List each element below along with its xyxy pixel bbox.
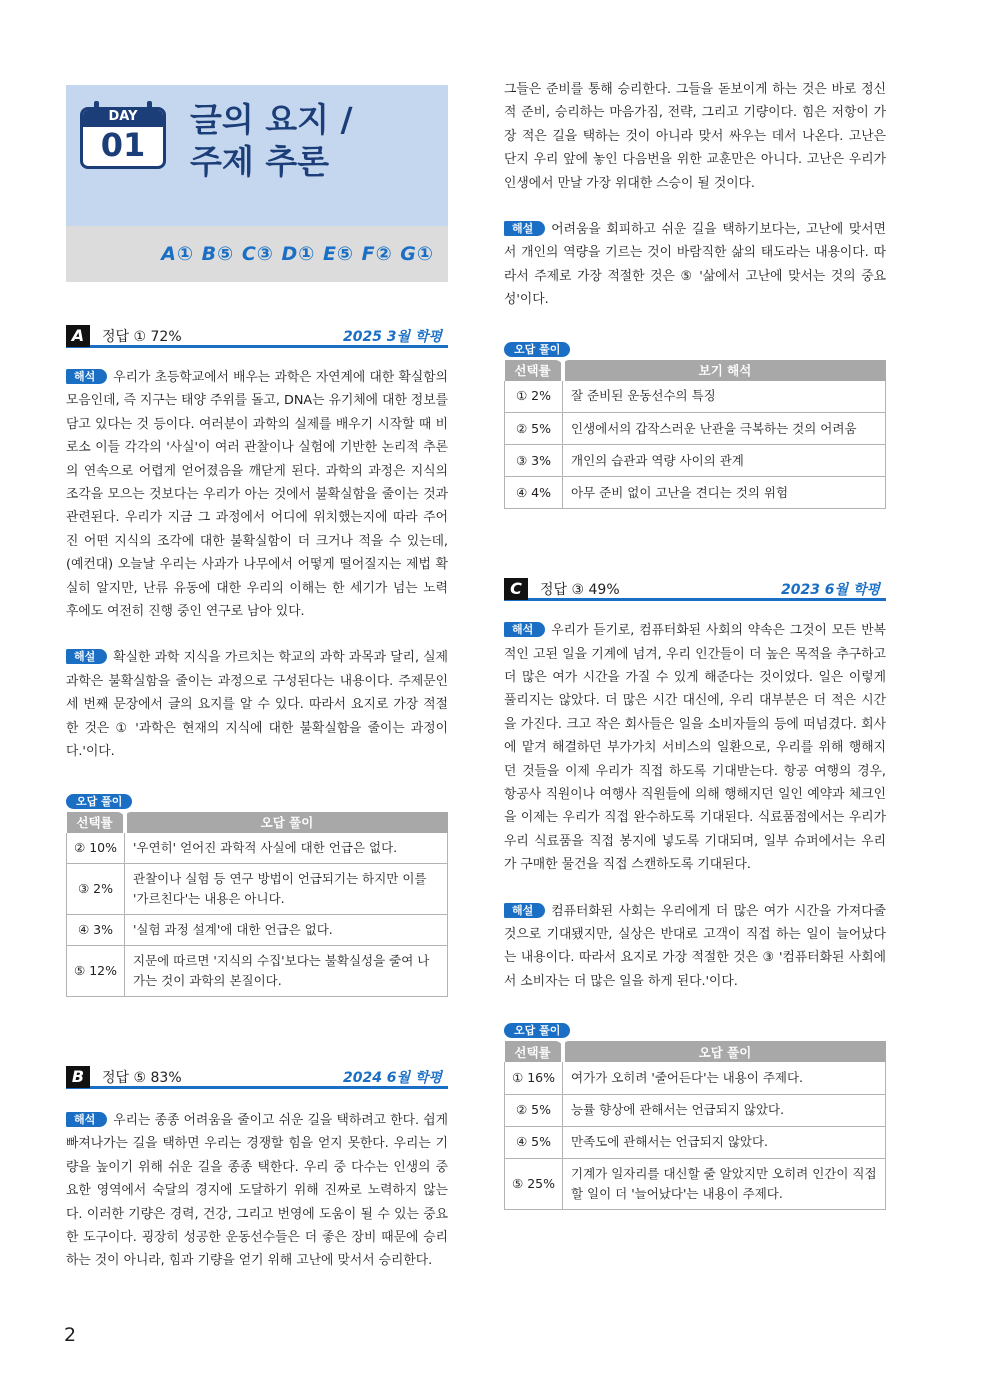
section-answer: 정답 ① 72% xyxy=(102,328,182,345)
translation-tag: 해석 xyxy=(66,369,107,384)
section-c-table xyxy=(504,1041,886,1210)
section-b-table xyxy=(504,360,886,510)
choice-cell: ② 5% xyxy=(505,1094,563,1126)
table-row xyxy=(505,1062,886,1094)
explanation-cell: 능률 향상에 관해서는 언급되지 않았다. xyxy=(563,1094,886,1126)
explanation-cell: 잘 준비된 운동선수의 특징 xyxy=(563,381,886,413)
col-choice-header: 선택률 xyxy=(67,812,125,833)
section-c-translation xyxy=(504,619,886,876)
wrong-answer-pill: 오답 풀이 xyxy=(66,794,132,809)
translation-tag: 해석 xyxy=(504,622,545,637)
table-row xyxy=(505,1094,886,1126)
section-source: 2024 6월 학평 xyxy=(342,1069,442,1086)
explanation-text: 확실한 과학 지식을 가르치는 학교의 과학 과목과 달리, 실제 과학은 불확실함을 줄이는 과정으로 구성된다는 내용이다. 주제문인 세 번째 문장에서 글의 요지를 알 수 있다. 따라서 요지로 가장 적절한 것은 ① '과학은 현재의 지식에 대한 불확실함을 줄이는 과정이다.'이다. xyxy=(66,650,448,760)
section-letter: B xyxy=(66,1066,90,1088)
wrong-answer-pill: 오답 풀이 xyxy=(504,342,570,357)
page-number: 2 xyxy=(64,1324,77,1346)
choice-cell: ① 16% xyxy=(505,1062,563,1094)
choice-cell: ④ 5% xyxy=(505,1126,563,1158)
table-row xyxy=(505,477,886,509)
table-row xyxy=(67,864,448,915)
choice-cell: ① 2% xyxy=(505,381,563,413)
section-b-translation-right: 그들은 준비를 통해 승리한다. 그들을 돋보이게 하는 것은 바로 정신적 준비, 승리하는 마음가짐, 전략, 그리고 기량이다. 힘은 저항이 가장 적은 길을 택하는 것이 아니라 맞서 싸우는 데서 나온다. 고난은 단지 우리 앞에 놓인 다음번을 위한 교훈만은 아니다. 고난은 우리가 인생에서 만날 가장 위대한 스승이 될 것이다. xyxy=(504,82,886,191)
section-b-bar xyxy=(66,1067,448,1089)
explanation-cell: '실험 과정 설계'에 대한 언급은 없다. xyxy=(125,915,448,946)
table-row xyxy=(505,1126,886,1158)
translation-text: 우리가 초등학교에서 배우는 과학은 자연계에 대한 확실함의 모음인데, 즉 지구는 태양 주위를 돌고, DNA는 유기체에 대한 정보를 담고 있다는 것 등이다. 여러분이 과학의 실제를 배우기 시작할 때 비로소 이들 각각의 '사실'이 여러 관찰이나 실험에 기반한 논리적 추론의 연속으로 어렵게 얻어졌음을 깨닫게 된다. 과학의 과정은 지식의 조각을 모으는 것보다는 우리가 아는 것에서 불확실함을 줄이는 것과 관련된다. 우리가 지금 그 과정에서 어디에 위치했는지에 따라 주어진 어떤 지식의 조각에 대한 불확실함이 더 크거나 적을 수 있는데, (예컨대) 오늘날 우리는 사과가 나무에서 어떻게 떨어질지는 제법 확실히 알지만, 난류 유동에 대한 우리의 이해는 한 세기가 넘는 노력 후에도 여전히 진행 중인 연구로 남아 있다. xyxy=(66,370,448,620)
explanation-cell: 기계가 일자리를 대신할 줄 알았지만 오히려 인간이 직접 할 일이 더 '늘어났다'는 내용이 주제다. xyxy=(563,1158,886,1209)
day-header xyxy=(66,85,448,282)
section-letter: C xyxy=(504,578,528,600)
section-c-bar xyxy=(504,579,886,601)
choice-cell: ③ 2% xyxy=(67,864,125,915)
table-row xyxy=(67,833,448,864)
explanation-tag: 해설 xyxy=(504,903,545,918)
section-letter: A xyxy=(66,325,90,347)
explanation-cell: 아무 준비 없이 고난을 견디는 것의 위험 xyxy=(563,477,886,509)
section-answer: 정답 ⑤ 83% xyxy=(102,1069,182,1086)
wrong-answer-pill: 오답 풀이 xyxy=(504,1023,570,1038)
explanation-cell: '우연히' 얻어진 과학적 사실에 대한 언급은 없다. xyxy=(125,833,448,864)
translation-text: 우리는 종종 어려움을 줄이고 쉬운 길을 택하려고 한다. 쉽게 빠져나가는 길을 택하면 우리는 경쟁할 힘을 얻지 못한다. 우리는 기량을 높이기 위해 쉬운 길을 종종 택한다. 우리 중 다수는 인생의 중요한 영역에서 숙달의 경지에 도달하기 위해 진짜로 노력하지 않는다. 이러한 기량은 경력, 건강, 그리고 번영에 도움이 될 수 있는 중요한 도구이다. 굉장히 성공한 운동선수들은 더 좋은 장비 때문에 승리하는 것이 아니라, 힘과 기량을 얻기 위해 고난에 맞서서 승리한다. xyxy=(66,1113,448,1269)
day-label: DAY xyxy=(108,109,138,124)
translation-tag: 해석 xyxy=(66,1112,107,1127)
choice-cell: ③ 3% xyxy=(505,445,563,477)
translation-text: 우리가 듣기로, 컴퓨터화된 사회의 약속은 그것이 모든 반복적인 고된 일을 기계에 넘겨, 우리 인간들이 더 높은 목적을 추구하고 더 많은 여가 시간을 가질 수 있게 해준다는 것이었다. 일은 이렇게 풀리지는 않았다. 더 많은 시간 대신에, 우리 대부분은 더 적은 시간을 가진다. 크고 작은 회사들은 일을 소비자들의 등에 떠넘겼다. 회사에 맡겨 해결하던 부가가치 서비스의 일환으로, 우리를 위해 행해지던 것들을 이제 우리가 직접 하도록 기대받는다. 항공 여행의 경우, 항공사 직원이나 여행사 직원들에 의해 행해지던 일인 예약과 체크인을 이제는 우리가 직접 완수하도록 기대된다. 식료품점에서는 우리가 우리 식료품을 직접 봉지에 넣도록 기대되며, 일부 슈퍼에서는 우리가 구매한 물건을 직접 스캔하도록 기대된다. xyxy=(504,623,886,873)
wrong-answer-label xyxy=(504,338,886,357)
section-source: 2023 6월 학평 xyxy=(780,581,880,598)
choice-cell: ⑤ 12% xyxy=(67,946,125,997)
title-line-1: 글의 요지 / xyxy=(190,100,353,139)
explanation-text: 컴퓨터화된 사회는 우리에게 더 많은 여가 시간을 가져다줄 것으로 기대됐지만, 실상은 반대로 고객이 직접 하는 일이 늘어났다는 내용이다. 따라서 요지로 가장 적절한 것은 ③ '컴퓨터화된 사회에서 소비자는 더 많은 일을 하게 된다.'이다. xyxy=(504,903,886,989)
section-b-explanation xyxy=(504,218,886,312)
page-title xyxy=(190,99,353,183)
left-column xyxy=(66,85,448,1273)
section-a-bar xyxy=(66,326,448,348)
explanation-cell: 인생에서의 갑작스러운 난관을 극복하는 것의 어려움 xyxy=(563,413,886,445)
table-row xyxy=(67,946,448,997)
explanation-cell: 여가가 오히려 '줄어든다'는 내용이 주제다. xyxy=(563,1062,886,1094)
section-a-translation xyxy=(66,366,448,623)
wrong-answer-label xyxy=(504,1019,886,1038)
answer-strip xyxy=(66,226,448,282)
section-a-explanation xyxy=(66,646,448,763)
header-title-area xyxy=(66,85,448,226)
col-view-header: 보기 해석 xyxy=(563,360,886,381)
explanation-text: 어려움을 회피하고 쉬운 길을 택하기보다는, 고난에 맞서면서 개인의 역량을 기르는 것이 바람직한 삶의 태도라는 내용이다. 따라서 주제로 가장 적절한 것은 ⑤ '삶에서 고난에 맞서는 것의 중요성'이다. xyxy=(504,222,886,308)
table-row xyxy=(505,413,886,445)
right-column xyxy=(504,78,886,1210)
col-choice-header: 선택률 xyxy=(505,360,563,381)
wrong-answer-label xyxy=(66,790,448,809)
section-source: 2025 3월 학평 xyxy=(342,328,442,345)
explanation-cell: 만족도에 관해서는 언급되지 않았다. xyxy=(563,1126,886,1158)
col-wrong-header: 오답 풀이 xyxy=(125,812,448,833)
table-row xyxy=(67,915,448,946)
choice-cell: ⑤ 25% xyxy=(505,1158,563,1209)
table-row xyxy=(505,1158,886,1209)
table-row xyxy=(505,381,886,413)
section-b-translation-left xyxy=(66,1109,448,1273)
col-wrong-header: 오답 풀이 xyxy=(563,1041,886,1062)
title-line-2: 주제 추론 xyxy=(190,142,330,181)
section-a-table xyxy=(66,812,448,998)
explanation-cell: 관찰이나 실험 등 연구 방법이 언급되기는 하지만 이를 '가르친다'는 내용은 아니다. xyxy=(125,864,448,915)
section-answer: 정답 ③ 49% xyxy=(540,581,620,598)
answer-key: A① B⑤ C③ D① E⑤ F② G① xyxy=(161,243,434,265)
explanation-tag: 해설 xyxy=(66,649,107,664)
day-number: 01 xyxy=(100,126,146,164)
choice-cell: ④ 3% xyxy=(67,915,125,946)
explanation-tag: 해설 xyxy=(504,221,545,236)
explanation-cell: 개인의 습관과 역량 사이의 관계 xyxy=(563,445,886,477)
calendar-icon xyxy=(80,101,166,169)
table-row xyxy=(505,445,886,477)
section-c-explanation xyxy=(504,900,886,994)
choice-cell: ④ 4% xyxy=(505,477,563,509)
explanation-cell: 지문에 따르면 '지식의 수집'보다는 불확실성을 줄여 나가는 것이 과학의 본질이다. xyxy=(125,946,448,997)
col-choice-header: 선택률 xyxy=(505,1041,563,1062)
choice-cell: ② 5% xyxy=(505,413,563,445)
choice-cell: ② 10% xyxy=(67,833,125,864)
